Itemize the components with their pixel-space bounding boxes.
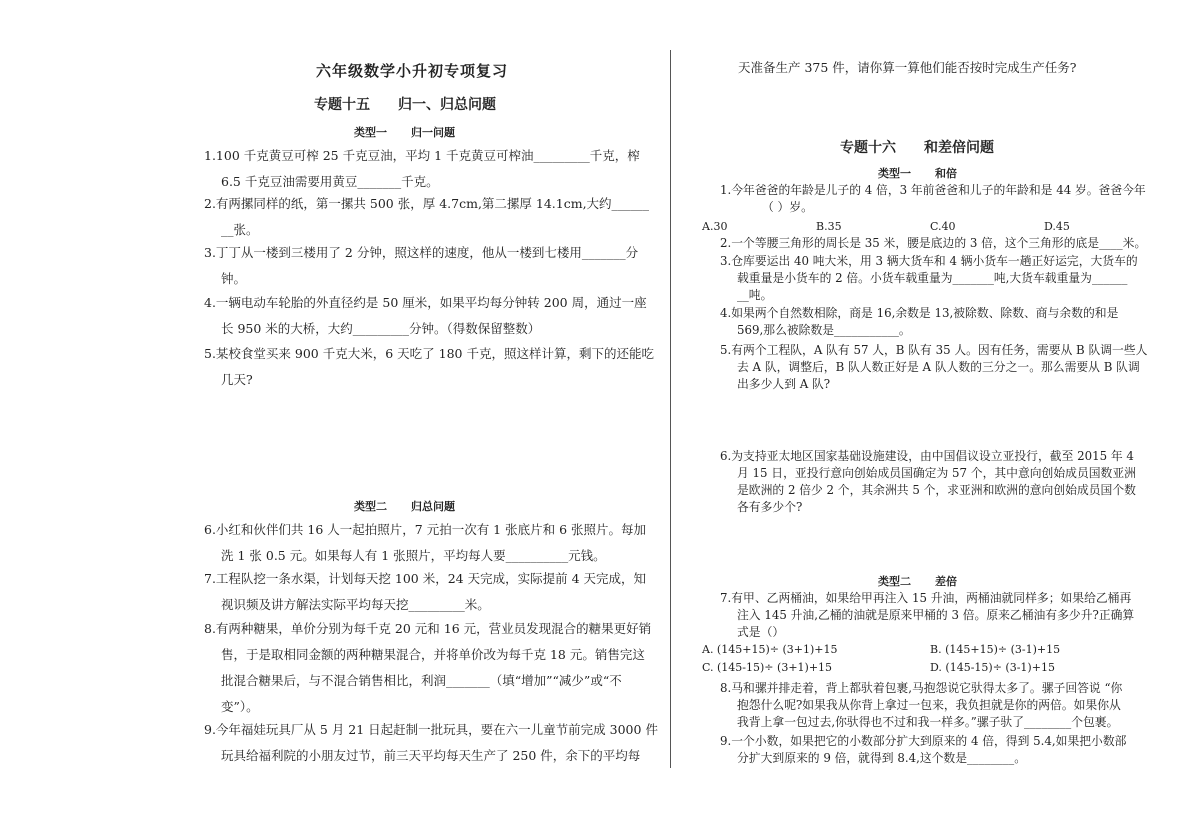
question-line: 1.今年爸爸的年龄是儿子的 4 倍，3 年前爸爸和儿子的年龄和是 44 岁。爸爸今年: [720, 183, 1146, 197]
question-line: __吨。: [737, 288, 773, 302]
question-line: 式是（）: [737, 625, 785, 639]
question-line: 8.马和骡并排走着，背上都驮着包裹,马抱怨说它驮得太多了。骡子回答说 “你: [720, 681, 1123, 695]
question-line: 7.工程队挖一条水渠，计划每天挖 100 米，24 天完成，实际提前 4 天完成，知: [204, 571, 647, 586]
type-1-sub: 和倍: [935, 167, 957, 180]
right-question-6: [720, 448, 1136, 516]
type-2-label: 类型二: [354, 500, 387, 513]
right-question-8: [720, 680, 1122, 731]
question-line: 2.一个等腰三角形的周长是 35 米，腰是底边的 3 倍，这个三角形的底是____米。: [720, 236, 1147, 250]
right-question-2: [720, 235, 1146, 252]
right-type-2-heading: [878, 573, 957, 589]
type-2-sub: 归总问题: [411, 500, 455, 513]
question-line: 1.100 千克黄豆可榨 25 千克豆油，平均 1 千克黄豆可榨油_________千克，榨: [204, 148, 640, 163]
type-1-label: 类型一: [878, 167, 911, 180]
left-type-2-heading: [354, 498, 455, 514]
question-line: 4.一辆电动车轮胎的外直径约是 50 厘米，如果平均每分钟转 200 周，通过一座: [204, 295, 647, 310]
question-line: 几天?: [221, 372, 253, 387]
question-line: 是欧洲的 2 倍少 2 个，其余洲共 5 个，求亚洲和欧洲的意向创始成员国个数: [737, 483, 1136, 497]
question-line: 4.如果两个自然数相除，商是 16,余数是 13,被除数、除数、商与余数的和是: [720, 306, 1119, 320]
q7-option-a: A. (145+15)÷ (3+1)+15: [702, 643, 838, 656]
right-question-1: [720, 182, 1146, 216]
left-question-5: [204, 341, 654, 393]
question-line: 售，于是取相同金额的两种糖果混合，并将单价改为每千克 18 元。销售完这: [221, 647, 645, 662]
right-question-4: [720, 305, 1118, 339]
question-line: 钟。: [221, 271, 247, 286]
right-question-7: [720, 590, 1134, 641]
question-line: 6.为支持亚太地区国家基础设施建设，由中国倡议设立亚投行，截至 2015 年 4: [720, 449, 1134, 463]
type-1-label: 类型一: [354, 126, 387, 139]
question-line: 3.仓库要运出 40 吨大米，用 3 辆大货车和 4 辆小货车一趟正好运完，大货车的: [720, 254, 1138, 268]
right-type-1-heading: [878, 165, 957, 181]
right-question-3: [720, 253, 1138, 304]
question-line: 长 950 米的大桥，大约_________分钟。（得数保留整数）: [221, 321, 541, 336]
q1-option-c: C.40: [930, 220, 956, 233]
question-line: 6.5 千克豆油需要用黄豆_______千克。: [221, 174, 439, 189]
topic-16-heading: [840, 137, 994, 157]
question-line: 变”）。: [221, 699, 259, 714]
question-line: 3.丁丁从一楼到三楼用了 2 分钟，照这样的速度，他从一楼到七楼用_______分: [204, 245, 639, 260]
left-question-4: [204, 290, 647, 342]
question-line: 视识频及讲方解法实际平均每天挖_________米。: [221, 597, 490, 612]
question-line: 注入 145 升油,乙桶的油就是原来甲桶的 3 倍。原来乙桶油有多少升?正确算: [737, 608, 1135, 622]
type-2-sub: 差倍: [935, 575, 957, 588]
left-question-2: [204, 191, 649, 243]
question-line: 5.某校食堂买来 900 千克大米，6 天吃了 180 千克，照这样计算，剩下的还能吃: [204, 346, 654, 361]
left-question-3: [204, 240, 638, 292]
question-line: 抱怨什么呢?如果我从你背上拿过一包来，我负担就是你的两倍。如果你从: [737, 698, 1121, 712]
question-line: 9.今年福娃玩具厂从 5 月 21 日起赶制一批玩具，要在六一儿童节前完成 3000 件: [204, 722, 658, 737]
right-question-5: [720, 342, 1147, 393]
right-question-9: [720, 733, 1126, 767]
topic-15-number: 专题十五: [314, 97, 370, 113]
question-line: 5.有两个工程队，A 队有 57 人，B 队有 35 人。因有任务，需要从 B 队调一些人: [720, 343, 1148, 357]
q1-option-a: A.30: [702, 220, 728, 233]
question-line: __张。: [221, 222, 259, 237]
question-line: 月 15 日，亚投行意向创始成员国确定为 57 个，其中意向创始成员国数亚洲: [737, 466, 1136, 480]
topic-15-heading: [314, 94, 496, 114]
q7-option-c: C. (145-15)÷ (3+1)+15: [702, 661, 833, 674]
page-title: 六年级数学小升初专项复习: [316, 62, 509, 80]
left-question-9: [204, 717, 658, 769]
question-line: 我背上拿一包过去,你驮得也不过和我一样多。”骡子驮了________个包裹。: [737, 715, 1119, 729]
question-line: 2.有两摞同样的纸，第一摞共 500 张，厚 4.7cm,第二摞厚 14.1cm,大约______: [204, 196, 650, 211]
question-line: 出多少人到 A 队?: [737, 377, 831, 391]
question-line: （ ）岁。: [762, 200, 813, 214]
q1-option-b: B.35: [816, 220, 842, 233]
topic-16-number: 专题十六: [840, 140, 896, 156]
question-line: 6.小红和伙伴们共 16 人一起拍照片，7 元拍一次有 1 张底片和 6 张照片。每加: [204, 522, 647, 537]
topic-16-name: 和差倍问题: [924, 140, 994, 156]
question-line: 批混合糖果后，与不混合销售相比，利润_______（填“增加”“减少”或“不: [221, 673, 622, 688]
type-2-label: 类型二: [878, 575, 911, 588]
question-line: 7.有甲、乙两桶油，如果给甲再注入 15 升油，两桶油就同样多；如果给乙桶再: [720, 591, 1132, 605]
left-question-6: [204, 517, 646, 569]
column-divider: [670, 50, 671, 768]
question-line: 9.一个小数，如果把它的小数部分扩大到原来的 4 倍，得到 5.4,如果把小数部: [720, 734, 1127, 748]
topic-15-name: 归一、归总问题: [398, 97, 496, 113]
left-question-7: [204, 566, 646, 618]
type-1-sub: 归一问题: [411, 126, 455, 139]
question-line: 分扩大到原来的 9 倍，就得到 8.4,这个数是________。: [737, 751, 1027, 765]
question-line: 去 A 队，调整后，B 队人数正好是 A 队人数的三分之一。那么需要从 B 队调: [737, 360, 1140, 374]
question-line: 洗 1 张 0.5 元。如果每人有 1 张照片，平均每人要__________元钱。: [221, 548, 606, 563]
q1-option-d: D.45: [1044, 220, 1070, 233]
question-line: 玩具给福利院的小朋友过节，前三天平均每天生产了 250 件，余下的平均每: [221, 748, 641, 763]
q7-option-d: D. (145-15)÷ (3-1)+15: [930, 661, 1055, 674]
left-type-1-heading: [354, 124, 455, 140]
q7-option-b: B. (145+15)÷ (3-1)+15: [930, 643, 1061, 656]
question-line: 569,那么被除数是___________。: [737, 323, 911, 337]
question-line: 8.有两种糖果，单价分别为每千克 20 元和 16 元，营业员发现混合的糖果更好销: [204, 621, 652, 636]
question-line: 载重量是小货车的 2 倍。小货车载重量为_______吨,大货车载重量为______: [737, 271, 1128, 285]
left-question-1: [204, 143, 640, 195]
left-question-8: [204, 616, 651, 720]
right-question-9-continuation: 天准备生产 375 件，请你算一算他们能否按时完成生产任务?: [738, 60, 1077, 75]
question-line: 各有多少个?: [737, 500, 803, 514]
